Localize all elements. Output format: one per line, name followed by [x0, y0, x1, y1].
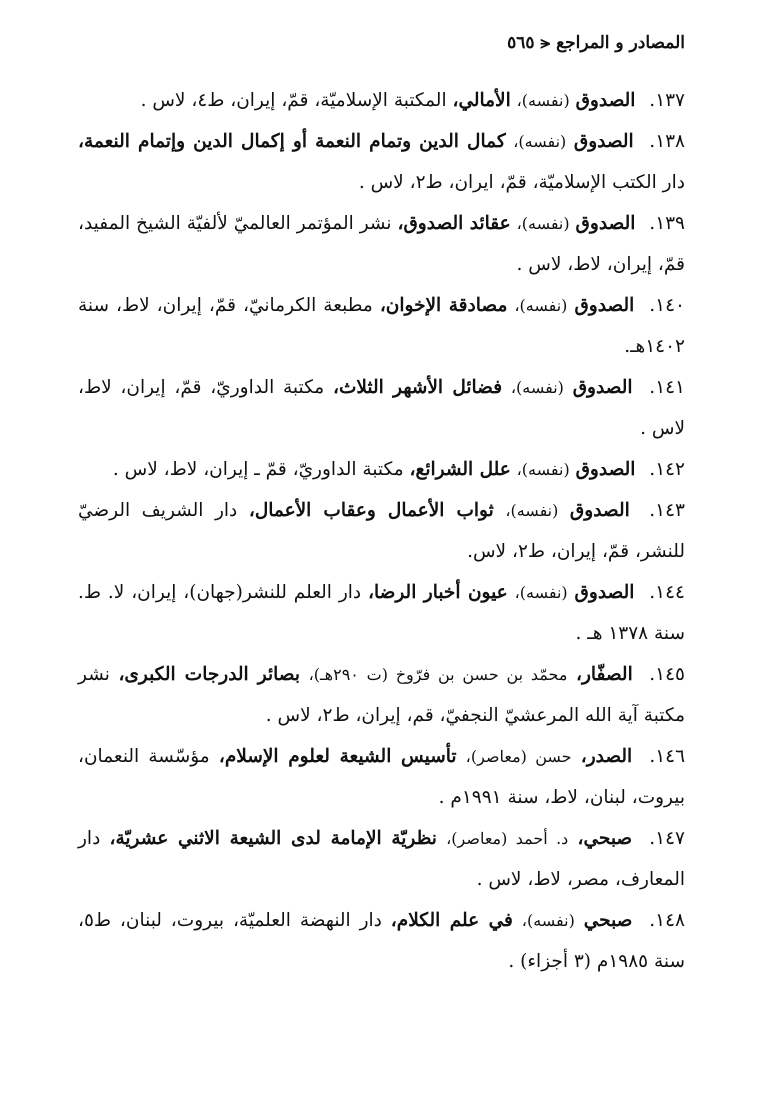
- reference-details: نشر مكتبة آية الله المرعشيّ النجفيّ، قم، إيران، ط٢، لاس .: [78, 664, 685, 726]
- reference-author: الصدوق: [575, 459, 636, 480]
- reference-details: مؤسّسة النعمان، بيروت، لبنان، لاط، سنة ١٩٩١م .: [78, 746, 685, 808]
- reference-details: مكتبة الداوريّ، قمّ، إيران، لاط، لاس .: [78, 377, 685, 439]
- reference-author: صبحي،: [577, 828, 633, 849]
- reference-number: ١٤٠.: [649, 295, 685, 316]
- reference-title: نظريّة الإمامة لدى الشيعة الاثني عشريّة،: [109, 828, 437, 849]
- reference-details: المكتبة الإسلاميّة، قمّ، إيران، ط٤، لاس .: [140, 90, 447, 111]
- reference-number: ١٤٤.: [649, 582, 685, 603]
- reference-details: دار المعارف، مصر، لاط، لاس .: [78, 828, 685, 890]
- reference-number: ١٤٣.: [649, 500, 685, 521]
- header-ornament: ⪪: [540, 33, 551, 53]
- reference-author-note: حسن (معاصر)،: [465, 747, 572, 766]
- reference-details: نشر المؤتمر العالميّ لألفيّة الشيخ المفيد، قمّ، إيران، لاط، لاس .: [78, 213, 685, 275]
- reference-author: الصفّار،: [575, 664, 633, 685]
- reference-entry: [78, 900, 685, 982]
- reference-author: الصدوق: [575, 213, 636, 234]
- reference-author-note: (نفسه)،: [513, 132, 567, 151]
- reference-number: ١٤٧.: [649, 828, 685, 849]
- reference-details: مطبعة الكرمانيّ، قمّ، إيران، لاط، سنة ١٤٠٢هـ.: [78, 295, 685, 357]
- reference-title: ثواب الأعمال وعقاب الأعمال،: [248, 500, 494, 521]
- reference-entry: [78, 736, 685, 818]
- reference-number: ١٤١.: [649, 377, 685, 398]
- reference-author-note: (نفسه)،: [521, 911, 575, 930]
- reference-author-note: (نفسه)،: [516, 460, 570, 479]
- reference-title: الأمالي،: [452, 90, 511, 111]
- reference-entry: [78, 121, 685, 203]
- reference-number: ١٣٨.: [649, 131, 685, 152]
- reference-entry: [78, 203, 685, 285]
- reference-author-note: د. أحمد (معاصر)،: [446, 829, 569, 848]
- reference-details: دار الشريف الرضيّ للنشر، قمّ، إيران، ط٢، لاس.: [78, 500, 685, 562]
- reference-author: الصدوق: [573, 131, 634, 152]
- reference-entry: [78, 367, 685, 449]
- reference-title: في علم الكلام،: [390, 910, 513, 931]
- reference-number: ١٤٥.: [649, 664, 685, 685]
- reference-number: ١٤٨.: [649, 910, 685, 931]
- reference-title: كمال الدين وتمام النعمة أو إكمال الدين وإتمام النعمة،: [78, 131, 506, 152]
- reference-author-note: (نفسه)،: [514, 296, 568, 315]
- reference-number: ١٤٢.: [649, 459, 685, 480]
- reference-details: مكتبة الداوريّ، قمّ ـ إيران، لاط، لاس .: [112, 459, 404, 480]
- reference-entry: [78, 654, 685, 736]
- header-title: المصادر و المراجع: [556, 33, 685, 53]
- reference-author-note: (نفسه)،: [514, 583, 568, 602]
- reference-author: الصدوق: [574, 582, 635, 603]
- reference-author-note: (نفسه)،: [510, 378, 564, 397]
- reference-details: دار العلم للنشر(جهان)، إيران، لا. ط. سنة ١٣٧٨ هـ .: [78, 582, 685, 644]
- reference-list: [78, 80, 685, 982]
- reference-number: ١٤٦.: [649, 746, 686, 767]
- reference-title: بصائر الدرجات الكبرى،: [118, 664, 300, 685]
- reference-title: تأسيس الشيعة لعلوم الإسلام،: [218, 746, 457, 767]
- reference-author: الصدوق: [572, 377, 633, 398]
- reference-author: الصدوق: [569, 500, 630, 521]
- reference-entry: [78, 572, 685, 654]
- reference-entry: [78, 285, 685, 367]
- reference-title: فضائل الأشهر الثلاث،: [333, 377, 503, 398]
- reference-entry: [78, 818, 685, 900]
- reference-author-note: محمّد بن حسن بن فرّوخ (ت ٢٩٠هـ)،: [308, 665, 568, 684]
- reference-title: عيون أخبار الرضا،: [368, 582, 508, 603]
- reference-author: الصدوق: [575, 90, 636, 111]
- page-number: ٥٦٥: [507, 33, 535, 53]
- reference-author-note: (نفسه)،: [516, 91, 570, 110]
- reference-entry: [78, 80, 685, 121]
- reference-author: صبحي: [583, 910, 633, 931]
- reference-number: ١٣٧.: [649, 90, 685, 111]
- reference-entry: [78, 490, 685, 572]
- running-header: [78, 30, 685, 56]
- reference-author-note: (نفسه)،: [505, 501, 559, 520]
- reference-title: مصادقة الإخوان،: [379, 295, 508, 316]
- reference-number: ١٣٩.: [649, 213, 685, 234]
- reference-entry: [78, 449, 685, 490]
- reference-title: عقائد الصدوق،: [397, 213, 511, 234]
- reference-author-note: (نفسه)،: [516, 214, 570, 233]
- reference-author: الصدر،: [580, 746, 633, 767]
- reference-details: دار النهضة العلميّة، بيروت، لبنان، ط٥، سنة ١٩٨٥م (٣ أجزاء) .: [78, 910, 685, 972]
- reference-title: علل الشرائع،: [409, 459, 511, 480]
- reference-author: الصدوق: [574, 295, 635, 316]
- reference-details: دار الكتب الإسلاميّة، قمّ، ايران، ط٢، لاس .: [358, 172, 685, 193]
